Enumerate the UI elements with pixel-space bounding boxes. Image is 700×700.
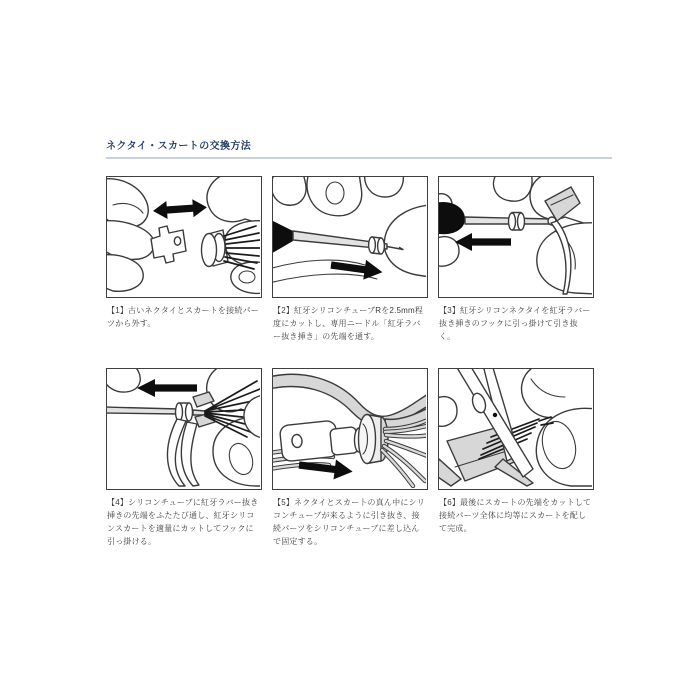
step-3-illustration (439, 177, 592, 296)
divider (106, 157, 612, 159)
arrow-left-icon (137, 379, 197, 397)
step-3-caption: 【3】紅牙シリコンネクタイを紅牙ラバー抜き挿きのフックに引っ掛けて引き抜く。 (439, 306, 591, 341)
silicone-tube (176, 403, 193, 421)
step-6-caption: 【6】最後にスカートの先端をカットして接続パーツ全体に均等にスカートを配して完成。 (439, 498, 592, 533)
step-5-panel (272, 368, 428, 490)
instruction-step-2 (272, 176, 428, 368)
step-2-panel (272, 176, 428, 298)
step-6-illustration (439, 369, 592, 488)
step-2-illustration (273, 177, 426, 296)
necktie-band (273, 374, 426, 429)
silicone-tube (509, 213, 525, 231)
step-6-panel (438, 368, 594, 490)
step-1-caption: 【1】古いネクタイとスカートを接続パーツから外す。 (107, 306, 259, 328)
double-arrow-icon (152, 198, 207, 220)
step-1-illustration (107, 177, 260, 296)
section-title: ネクタイ・スカートの交換方法 (106, 141, 252, 152)
instruction-section (106, 137, 612, 548)
step-2-caption: 【2】紅牙シリコンチューブRを2.5mm程度にカットし、専用ニードル「紅牙ラバー抜き挿き」の先端を通す。 (273, 306, 424, 341)
steps-grid (106, 176, 612, 548)
step-4-caption: 【4】シリコンチューブに紅牙ラバー抜き挿きの先端をふたたび通し、紅牙シリコンスカートを適量にカットしてフックに引っ掛ける。 (107, 498, 259, 546)
silicone-tube (369, 237, 385, 254)
step-4-illustration (107, 369, 260, 488)
step-1-panel (106, 176, 262, 298)
instruction-step-3 (438, 176, 594, 368)
step-4-panel (106, 368, 262, 490)
step-3-panel (438, 176, 594, 298)
instruction-step-5 (272, 368, 428, 548)
skirt-strands-right (382, 419, 426, 486)
necktie-loops (167, 419, 199, 486)
instruction-step-4 (106, 368, 262, 548)
silicone-tube (359, 415, 389, 464)
instruction-step-6 (438, 368, 594, 548)
step-5-illustration (273, 369, 426, 488)
step-5-caption: 【5】ネクタイとスカートの真ん中にシリコンチューブが来るように引き抜き、接続パーツをシリコンチューブに差し込んで固定する。 (273, 498, 425, 546)
instruction-step-1 (106, 176, 262, 368)
connector-part (151, 226, 186, 263)
left-hand (107, 179, 154, 292)
arrow-left-icon (455, 233, 511, 251)
connector-part (279, 420, 363, 462)
